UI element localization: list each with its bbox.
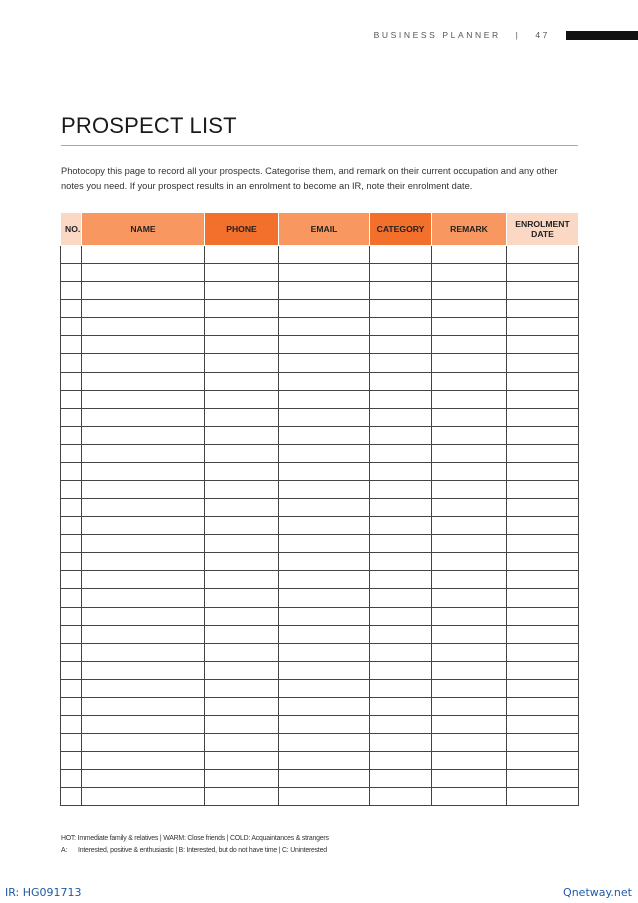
table-cell bbox=[279, 264, 370, 282]
table-cell bbox=[507, 300, 579, 318]
table-cell bbox=[279, 661, 370, 679]
table-cell bbox=[82, 354, 205, 372]
table-cell bbox=[507, 716, 579, 734]
table-cell bbox=[507, 318, 579, 336]
prospect-table bbox=[60, 212, 579, 806]
table-cell bbox=[370, 535, 432, 553]
table-cell bbox=[279, 697, 370, 715]
table-cell bbox=[432, 372, 507, 390]
table-row bbox=[61, 462, 579, 480]
table-cell bbox=[82, 697, 205, 715]
table-cell bbox=[279, 444, 370, 462]
column-header-enrolment-date: ENROLMENT DATE bbox=[507, 213, 579, 246]
table-cell bbox=[432, 535, 507, 553]
table-cell bbox=[432, 770, 507, 788]
column-header-no: NO. bbox=[61, 213, 82, 246]
table-cell bbox=[370, 444, 432, 462]
table-cell bbox=[61, 426, 82, 444]
table-cell bbox=[205, 390, 279, 408]
table-cell bbox=[507, 788, 579, 806]
table-cell bbox=[61, 643, 82, 661]
table-cell bbox=[370, 734, 432, 752]
table-cell bbox=[82, 535, 205, 553]
table-cell bbox=[370, 553, 432, 571]
table-cell bbox=[507, 571, 579, 589]
table-cell bbox=[432, 752, 507, 770]
table-cell bbox=[507, 246, 579, 264]
intro-text: Photocopy this page to record all your prospects. Categorise them, and remark on their current occupation and any other notes you need. If your prospect results in an enrolment to become an IR, note their enrolment date. bbox=[61, 166, 558, 191]
table-row bbox=[61, 625, 579, 643]
table-cell bbox=[432, 679, 507, 697]
table-cell bbox=[205, 499, 279, 517]
table-cell bbox=[205, 716, 279, 734]
table-row bbox=[61, 499, 579, 517]
table-cell bbox=[370, 390, 432, 408]
table-row bbox=[61, 246, 579, 264]
column-header-phone: PHONE bbox=[205, 213, 279, 246]
table-cell bbox=[370, 246, 432, 264]
table-cell bbox=[82, 246, 205, 264]
table-cell bbox=[507, 535, 579, 553]
table-cell bbox=[279, 571, 370, 589]
table-cell bbox=[432, 517, 507, 535]
table-cell bbox=[370, 625, 432, 643]
table-cell bbox=[507, 264, 579, 282]
table-cell bbox=[205, 643, 279, 661]
table-cell bbox=[82, 625, 205, 643]
table-row bbox=[61, 697, 579, 715]
table-cell bbox=[61, 625, 82, 643]
table-cell bbox=[279, 517, 370, 535]
table-cell bbox=[61, 734, 82, 752]
table-cell bbox=[507, 553, 579, 571]
table-cell bbox=[82, 499, 205, 517]
column-header-name: NAME bbox=[82, 213, 205, 246]
table-cell bbox=[432, 300, 507, 318]
table-row bbox=[61, 661, 579, 679]
table-cell bbox=[507, 426, 579, 444]
table-row bbox=[61, 318, 579, 336]
table-cell bbox=[507, 625, 579, 643]
table-cell bbox=[507, 643, 579, 661]
legend-line-temperature: HOT: Immediate family & relatives | WARM: Close friends | COLD: Acquaintances & strangers bbox=[61, 835, 329, 842]
table-cell bbox=[507, 607, 579, 625]
table-cell bbox=[432, 336, 507, 354]
table-cell bbox=[432, 264, 507, 282]
table-row bbox=[61, 336, 579, 354]
table-cell bbox=[61, 354, 82, 372]
table-cell bbox=[82, 553, 205, 571]
table-cell bbox=[82, 372, 205, 390]
table-cell bbox=[370, 318, 432, 336]
table-cell bbox=[205, 571, 279, 589]
table-cell bbox=[205, 535, 279, 553]
legend-a-label: A: bbox=[61, 847, 68, 854]
table-cell bbox=[82, 752, 205, 770]
legend-line-interest bbox=[61, 845, 581, 857]
table-cell bbox=[61, 300, 82, 318]
table-cell bbox=[432, 426, 507, 444]
table-cell bbox=[205, 444, 279, 462]
table-row bbox=[61, 517, 579, 535]
table-cell bbox=[432, 444, 507, 462]
table-cell bbox=[61, 282, 82, 300]
table-cell bbox=[370, 264, 432, 282]
table-cell bbox=[507, 282, 579, 300]
table-cell bbox=[432, 716, 507, 734]
table-cell bbox=[370, 408, 432, 426]
table-cell bbox=[279, 734, 370, 752]
table-cell bbox=[370, 354, 432, 372]
table-cell bbox=[61, 788, 82, 806]
running-header bbox=[0, 30, 638, 42]
column-header-remark: REMARK bbox=[432, 213, 507, 246]
table-cell bbox=[205, 336, 279, 354]
running-title: BUSINESS PLANNER bbox=[373, 30, 501, 40]
table-cell bbox=[61, 697, 82, 715]
table-row bbox=[61, 426, 579, 444]
table-cell bbox=[61, 553, 82, 571]
table-cell bbox=[279, 716, 370, 734]
table-cell bbox=[205, 679, 279, 697]
table-cell bbox=[432, 661, 507, 679]
page-number: 47 bbox=[535, 30, 550, 40]
table-cell bbox=[279, 770, 370, 788]
table-cell bbox=[279, 625, 370, 643]
table-cell bbox=[507, 336, 579, 354]
table-cell bbox=[279, 788, 370, 806]
column-header-category: CATEGORY bbox=[370, 213, 432, 246]
table-cell bbox=[61, 408, 82, 426]
table-cell bbox=[432, 643, 507, 661]
table-cell bbox=[432, 354, 507, 372]
table-cell bbox=[432, 282, 507, 300]
table-cell bbox=[82, 788, 205, 806]
page-title: PROSPECT LIST bbox=[61, 113, 237, 138]
table-cell bbox=[82, 770, 205, 788]
table-cell bbox=[61, 246, 82, 264]
table-cell bbox=[370, 679, 432, 697]
table-cell bbox=[82, 589, 205, 607]
table-cell bbox=[507, 444, 579, 462]
table-cell bbox=[507, 462, 579, 480]
table-cell bbox=[61, 462, 82, 480]
table-row bbox=[61, 716, 579, 734]
table-cell bbox=[432, 607, 507, 625]
table-row bbox=[61, 408, 579, 426]
table-row bbox=[61, 607, 579, 625]
table-cell bbox=[61, 517, 82, 535]
table-row bbox=[61, 481, 579, 499]
table-cell bbox=[279, 408, 370, 426]
table-cell bbox=[61, 535, 82, 553]
table-cell bbox=[205, 481, 279, 499]
table-cell bbox=[205, 770, 279, 788]
table-cell bbox=[82, 517, 205, 535]
table-cell bbox=[279, 300, 370, 318]
table-cell bbox=[432, 318, 507, 336]
table-row bbox=[61, 589, 579, 607]
table-cell bbox=[61, 481, 82, 499]
table-cell bbox=[507, 481, 579, 499]
table-cell bbox=[82, 734, 205, 752]
table-cell bbox=[432, 788, 507, 806]
table-cell bbox=[61, 318, 82, 336]
table-cell bbox=[432, 499, 507, 517]
table-cell bbox=[279, 372, 370, 390]
table-cell bbox=[205, 661, 279, 679]
table-cell bbox=[61, 589, 82, 607]
table-cell bbox=[507, 697, 579, 715]
table-cell bbox=[507, 517, 579, 535]
table-cell bbox=[432, 697, 507, 715]
table-cell bbox=[507, 499, 579, 517]
table-cell bbox=[82, 318, 205, 336]
table-cell bbox=[61, 770, 82, 788]
table-cell bbox=[205, 462, 279, 480]
table-cell bbox=[370, 752, 432, 770]
header-bar bbox=[566, 31, 638, 40]
table-cell bbox=[279, 481, 370, 499]
table-cell bbox=[61, 661, 82, 679]
table-row bbox=[61, 535, 579, 553]
table-cell bbox=[205, 788, 279, 806]
table-cell bbox=[279, 318, 370, 336]
table-cell bbox=[432, 408, 507, 426]
table-row bbox=[61, 372, 579, 390]
table-row bbox=[61, 770, 579, 788]
table-cell bbox=[205, 264, 279, 282]
table-cell bbox=[61, 679, 82, 697]
table-cell bbox=[61, 372, 82, 390]
table-cell bbox=[205, 752, 279, 770]
column-header-email: EMAIL bbox=[279, 213, 370, 246]
table-cell bbox=[205, 697, 279, 715]
table-cell bbox=[61, 390, 82, 408]
table-cell bbox=[432, 390, 507, 408]
table-cell bbox=[370, 517, 432, 535]
table-row bbox=[61, 300, 579, 318]
table-cell bbox=[82, 336, 205, 354]
table-cell bbox=[432, 589, 507, 607]
table-cell bbox=[432, 625, 507, 643]
table-row bbox=[61, 264, 579, 282]
table-cell bbox=[205, 408, 279, 426]
table-cell bbox=[370, 300, 432, 318]
table-cell bbox=[279, 499, 370, 517]
table-cell bbox=[432, 462, 507, 480]
table-cell bbox=[370, 481, 432, 499]
table-cell bbox=[370, 426, 432, 444]
table-cell bbox=[82, 300, 205, 318]
table-cell bbox=[279, 462, 370, 480]
legend-interest-text: Interested, positive & enthusiastic | B: Interested, but do not have time | C: Uninterested bbox=[78, 847, 327, 854]
table-cell bbox=[82, 282, 205, 300]
table-cell bbox=[82, 571, 205, 589]
table-cell bbox=[370, 770, 432, 788]
table-cell bbox=[507, 390, 579, 408]
table-cell bbox=[507, 752, 579, 770]
table-cell bbox=[205, 318, 279, 336]
table-row bbox=[61, 788, 579, 806]
table-cell bbox=[370, 661, 432, 679]
table-cell bbox=[507, 372, 579, 390]
table-cell bbox=[370, 499, 432, 517]
table-cell bbox=[432, 246, 507, 264]
table-cell bbox=[279, 607, 370, 625]
table-cell bbox=[82, 426, 205, 444]
table-cell bbox=[205, 607, 279, 625]
table-row bbox=[61, 643, 579, 661]
table-cell bbox=[205, 354, 279, 372]
table-cell bbox=[370, 571, 432, 589]
table-cell bbox=[370, 697, 432, 715]
table-cell bbox=[82, 607, 205, 625]
table-cell bbox=[205, 517, 279, 535]
table-cell bbox=[370, 788, 432, 806]
table-cell bbox=[432, 553, 507, 571]
table-cell bbox=[82, 264, 205, 282]
table-cell bbox=[279, 752, 370, 770]
table-row bbox=[61, 752, 579, 770]
table-row bbox=[61, 679, 579, 697]
table-cell bbox=[507, 589, 579, 607]
table-row bbox=[61, 571, 579, 589]
table-row bbox=[61, 354, 579, 372]
site-watermark: Qnetway.net bbox=[563, 886, 632, 899]
table-cell bbox=[507, 408, 579, 426]
table-cell bbox=[205, 300, 279, 318]
table-cell bbox=[370, 589, 432, 607]
table-row bbox=[61, 553, 579, 571]
table-cell bbox=[279, 282, 370, 300]
table-cell bbox=[82, 716, 205, 734]
table-cell bbox=[432, 571, 507, 589]
title-divider bbox=[61, 145, 578, 146]
table-cell bbox=[279, 354, 370, 372]
table-cell bbox=[279, 390, 370, 408]
table-cell bbox=[82, 462, 205, 480]
table-cell bbox=[507, 734, 579, 752]
table-header-row bbox=[61, 213, 579, 246]
table-row bbox=[61, 734, 579, 752]
table-cell bbox=[507, 770, 579, 788]
table-cell bbox=[82, 643, 205, 661]
table-cell bbox=[432, 481, 507, 499]
table-cell bbox=[205, 426, 279, 444]
table-cell bbox=[82, 408, 205, 426]
table-cell bbox=[279, 679, 370, 697]
table-cell bbox=[370, 643, 432, 661]
running-header-text bbox=[374, 30, 550, 40]
table-cell bbox=[205, 589, 279, 607]
table-cell bbox=[279, 535, 370, 553]
table-cell bbox=[279, 246, 370, 264]
table-row bbox=[61, 282, 579, 300]
table-cell bbox=[279, 553, 370, 571]
table-cell bbox=[82, 679, 205, 697]
table-cell bbox=[61, 264, 82, 282]
table-cell bbox=[82, 481, 205, 499]
table-cell bbox=[507, 354, 579, 372]
table-cell bbox=[205, 553, 279, 571]
table-row bbox=[61, 390, 579, 408]
table-cell bbox=[370, 716, 432, 734]
table-cell bbox=[279, 336, 370, 354]
header-separator: | bbox=[515, 30, 521, 40]
ir-watermark: IR: HG091713 bbox=[5, 886, 82, 899]
table-cell bbox=[507, 679, 579, 697]
table-row bbox=[61, 444, 579, 462]
table-cell bbox=[205, 625, 279, 643]
table-cell bbox=[61, 571, 82, 589]
table-cell bbox=[82, 661, 205, 679]
table-cell bbox=[370, 336, 432, 354]
table-cell bbox=[61, 752, 82, 770]
table-cell bbox=[205, 282, 279, 300]
table-cell bbox=[432, 734, 507, 752]
table-cell bbox=[370, 462, 432, 480]
table-cell bbox=[279, 426, 370, 444]
table-cell bbox=[61, 607, 82, 625]
table-cell bbox=[370, 607, 432, 625]
table-cell bbox=[370, 372, 432, 390]
table-cell bbox=[205, 734, 279, 752]
table-cell bbox=[61, 336, 82, 354]
category-legend bbox=[61, 833, 581, 857]
table-cell bbox=[82, 390, 205, 408]
table-cell bbox=[61, 444, 82, 462]
table-cell bbox=[61, 716, 82, 734]
table-cell bbox=[279, 589, 370, 607]
table-cell bbox=[507, 661, 579, 679]
table-cell bbox=[61, 499, 82, 517]
table-cell bbox=[205, 372, 279, 390]
table-cell bbox=[279, 643, 370, 661]
table-cell bbox=[205, 246, 279, 264]
table-cell bbox=[82, 444, 205, 462]
table-cell bbox=[370, 282, 432, 300]
